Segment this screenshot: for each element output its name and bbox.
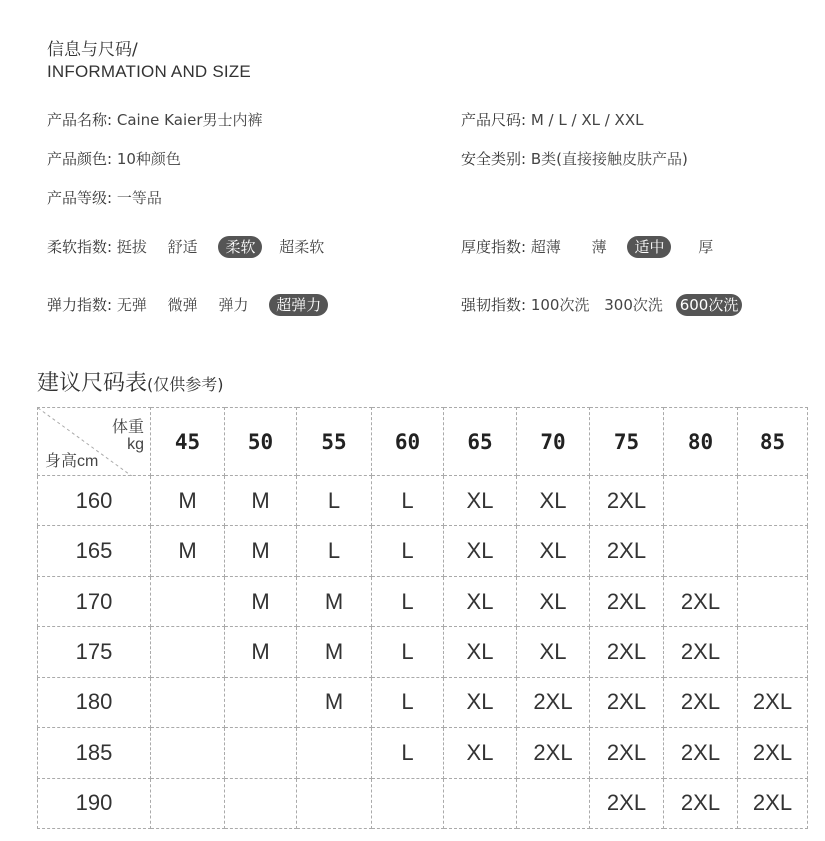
size-cell xyxy=(517,778,590,828)
size-table-header-row xyxy=(38,408,808,476)
elasticity-option-selected: 超弹力 xyxy=(269,294,328,316)
size-cell xyxy=(151,778,225,828)
size-cell xyxy=(151,677,225,727)
toughness-option: 100次洗 xyxy=(530,296,590,314)
info-value: M / L / XL / XXL xyxy=(530,111,644,129)
softness-option-selected: 柔软 xyxy=(218,236,262,258)
height-cell: 160 xyxy=(38,476,151,526)
size-cell: 2XL xyxy=(590,526,664,576)
size-cell xyxy=(664,476,738,526)
size-cell: 2XL xyxy=(517,677,590,727)
size-cell: 2XL xyxy=(664,627,738,677)
height-cell: 190 xyxy=(38,778,151,828)
softness-index xyxy=(47,236,340,258)
info-label: 安全类别: xyxy=(461,150,527,168)
size-cell xyxy=(297,728,372,778)
size-cell: XL xyxy=(444,677,517,727)
size-cell: M xyxy=(225,526,297,576)
size-cell xyxy=(372,778,444,828)
elasticity-index xyxy=(47,294,340,316)
weight-header: 70 xyxy=(517,408,590,476)
size-cell xyxy=(297,778,372,828)
height-cell: 170 xyxy=(38,576,151,626)
size-cell: XL xyxy=(444,576,517,626)
size-cell: L xyxy=(372,476,444,526)
info-value: B类(直接接触皮肤产品) xyxy=(530,150,688,168)
elasticity-option: 无弹 xyxy=(116,296,147,314)
height-cell: 180 xyxy=(38,677,151,727)
size-cell: M xyxy=(151,476,225,526)
size-cell xyxy=(151,576,225,626)
toughness-option-selected: 600次洗 xyxy=(676,294,743,316)
info-product-name xyxy=(47,109,263,130)
info-label: 产品颜色: xyxy=(47,150,113,168)
size-cell xyxy=(738,476,808,526)
elasticity-option: 微弹 xyxy=(167,296,198,314)
size-cell xyxy=(151,627,225,677)
size-cell: L xyxy=(297,476,372,526)
size-cell: 2XL xyxy=(664,677,738,727)
size-cell xyxy=(664,526,738,576)
size-cell: L xyxy=(372,728,444,778)
info-value: 10种颜色 xyxy=(116,150,181,168)
corner-height-label: 身高cm xyxy=(45,453,99,470)
size-cell xyxy=(225,778,297,828)
size-cell: 2XL xyxy=(664,576,738,626)
info-safety-category xyxy=(461,148,688,169)
softness-label: 柔软指数: xyxy=(47,238,113,256)
weight-header: 75 xyxy=(590,408,664,476)
size-cell: 2XL xyxy=(590,728,664,778)
thickness-option: 超薄 xyxy=(530,238,561,256)
size-cell: XL xyxy=(517,576,590,626)
weight-header: 55 xyxy=(297,408,372,476)
size-cell: 2XL xyxy=(590,778,664,828)
title-english: INFORMATION AND SIZE xyxy=(47,62,251,81)
thickness-option: 厚 xyxy=(698,238,714,256)
size-cell xyxy=(738,526,808,576)
weight-header: 45 xyxy=(151,408,225,476)
toughness-label: 强韧指数: xyxy=(461,296,527,314)
size-cell: XL xyxy=(444,526,517,576)
size-cell: 2XL xyxy=(590,576,664,626)
softness-option: 超柔软 xyxy=(279,238,325,256)
table-row xyxy=(38,728,808,778)
size-cell: M xyxy=(225,476,297,526)
size-table-corner xyxy=(38,408,151,476)
corner-unit-label: kg xyxy=(127,436,144,453)
size-cell: XL xyxy=(517,627,590,677)
elasticity-option: 弹力 xyxy=(218,296,249,314)
size-cell: XL xyxy=(517,476,590,526)
size-cell: M xyxy=(297,677,372,727)
size-cell: 2XL xyxy=(738,677,808,727)
elasticity-label: 弹力指数: xyxy=(47,296,113,314)
table-row xyxy=(38,476,808,526)
size-cell: 2XL xyxy=(738,778,808,828)
thickness-option: 薄 xyxy=(591,238,607,256)
size-cell: L xyxy=(297,526,372,576)
size-cell: L xyxy=(372,627,444,677)
info-value: 一等品 xyxy=(116,189,162,207)
info-product-grade xyxy=(47,187,162,208)
size-table-heading: 建议尺码表 xyxy=(37,371,148,396)
table-row xyxy=(38,627,808,677)
size-table-title xyxy=(37,366,224,397)
toughness-option: 300次洗 xyxy=(604,296,663,314)
info-value: Caine Kaier男士内裤 xyxy=(116,111,263,129)
weight-header: 60 xyxy=(372,408,444,476)
size-cell: M xyxy=(297,576,372,626)
size-cell: XL xyxy=(517,526,590,576)
size-cell xyxy=(738,576,808,626)
size-cell xyxy=(225,728,297,778)
size-cell: 2XL xyxy=(738,728,808,778)
info-product-size xyxy=(461,109,643,130)
table-row xyxy=(38,526,808,576)
height-cell: 165 xyxy=(38,526,151,576)
size-cell xyxy=(444,778,517,828)
table-row xyxy=(38,677,808,727)
thickness-label: 厚度指数: xyxy=(461,238,527,256)
size-cell xyxy=(738,627,808,677)
info-product-color xyxy=(47,148,181,169)
size-cell: 2XL xyxy=(664,728,738,778)
weight-header: 65 xyxy=(444,408,517,476)
size-cell: M xyxy=(225,576,297,626)
size-cell: L xyxy=(372,677,444,727)
weight-header: 50 xyxy=(225,408,297,476)
height-cell: 175 xyxy=(38,627,151,677)
height-cell: 185 xyxy=(38,728,151,778)
size-cell: M xyxy=(297,627,372,677)
size-cell: L xyxy=(372,576,444,626)
info-label: 产品等级: xyxy=(47,189,113,207)
size-cell: 2XL xyxy=(590,627,664,677)
softness-option: 挺拔 xyxy=(116,238,147,256)
size-cell xyxy=(151,728,225,778)
size-table xyxy=(37,407,808,829)
size-cell: 2XL xyxy=(664,778,738,828)
title-chinese: 信息与尺码/ xyxy=(47,40,138,60)
toughness-index xyxy=(461,294,742,316)
thickness-index xyxy=(461,236,729,258)
size-cell: 2XL xyxy=(517,728,590,778)
corner-weight-label: 体重 xyxy=(111,419,144,436)
softness-option: 舒适 xyxy=(167,238,198,256)
size-cell: 2XL xyxy=(590,476,664,526)
weight-header: 80 xyxy=(664,408,738,476)
info-label: 产品名称: xyxy=(47,111,113,129)
table-row xyxy=(38,576,808,626)
thickness-option-selected: 适中 xyxy=(627,236,671,258)
weight-header: 85 xyxy=(738,408,808,476)
size-cell: 2XL xyxy=(590,677,664,727)
info-label: 产品尺码: xyxy=(461,111,527,129)
size-cell: XL xyxy=(444,627,517,677)
table-row xyxy=(38,778,808,828)
size-cell: XL xyxy=(444,476,517,526)
size-cell: XL xyxy=(444,728,517,778)
size-cell: M xyxy=(225,627,297,677)
size-table-note: (仅供参考) xyxy=(147,375,224,394)
size-cell: M xyxy=(151,526,225,576)
size-cell: L xyxy=(372,526,444,576)
size-cell xyxy=(225,677,297,727)
